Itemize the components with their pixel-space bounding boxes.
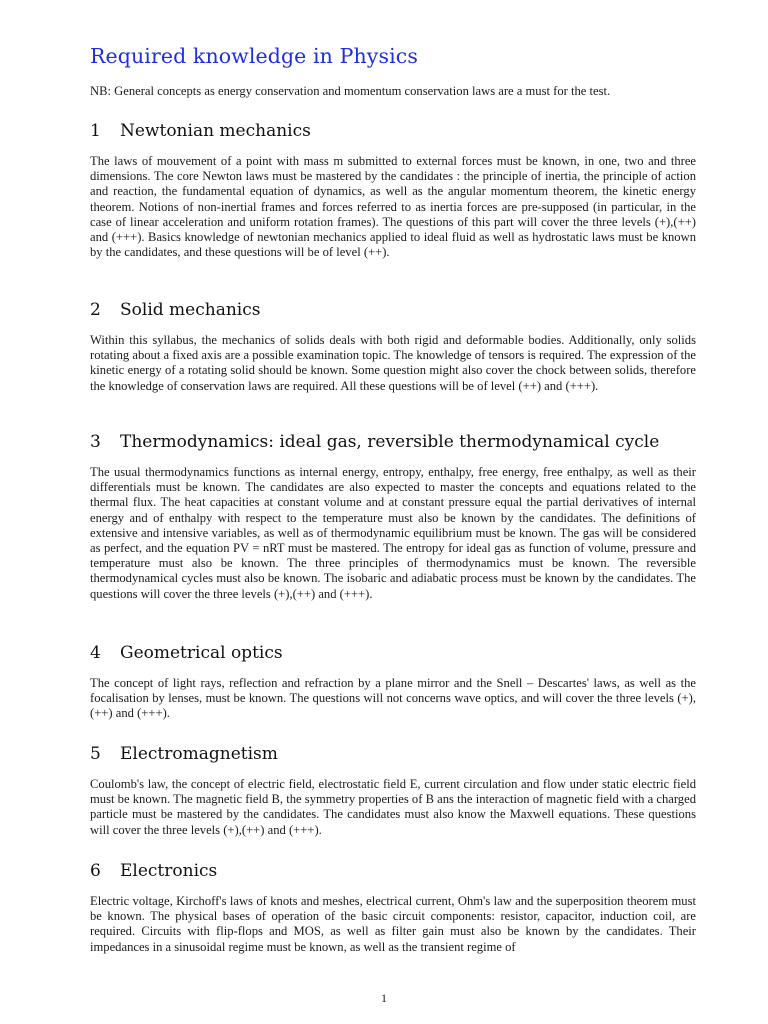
section-body: The concept of light rays, reflection and refraction by a plane mirror and the Snell – Descartes' laws, as well as the focalisation by lenses, must be known. The questions will not concerns wave optics, and will cover the three levels (+),(++) and (+++). — [90, 676, 696, 721]
section-title: Newtonian mechanics — [120, 121, 311, 141]
section-electronics — [90, 860, 696, 955]
section-newtonian-mechanics — [90, 120, 696, 260]
section-geometrical-optics — [90, 642, 696, 722]
section-heading — [90, 431, 696, 453]
section-body: The usual thermodynamics functions as internal energy, entropy, enthalpy, free energy, free enthalpy, as well as their differentials must be known. The candidates are also expected to master the concepts and equations related to the thermal flux. The heat capacities at constant volume and at constant pressure equal the partial derivatives of internal energy and of enthalpy with respect to the temperature must also be known by the candidates. The definitions of extensive and intensive variables, as well as of thermodynamic equilibrium must be known. The gas will be considered as perfect, and the equation PV = nRT must be mastered. The entropy for ideal gas as function of volume, pressure and temperature must also be known. The three principles of thermodynamics must be known. The reversible thermodynamical cycles must also be known. The isobaric and adiabatic process must be known by the candidates. The questions will cover the three levels (+),(++) and (+++). — [90, 465, 696, 601]
section-title: Electronics — [120, 861, 218, 881]
section-body: Electric voltage, Kirchoff's laws of knots and meshes, electrical current, Ohm's law and the superposition theorem must be known. The physical bases of operation of the basic circuit components: resistor, capacitor, induction coil, are required. Circuits with flip-flops and MOS, as well as filter gain must also be known by the candidates. Their impedances in a sinusoidal regime must be known, as well as the transient regime of — [90, 894, 696, 954]
section-thermodynamics — [90, 431, 696, 602]
section-number: 4 — [90, 643, 101, 663]
section-heading — [90, 743, 696, 765]
section-heading — [90, 120, 696, 142]
section-title: Solid mechanics — [120, 300, 261, 320]
document-note: NB: General concepts as energy conservation and momentum conservation laws are a must for the test. — [90, 84, 611, 98]
document-title: Required knowledge in Physics — [90, 44, 418, 68]
page-number: 1 — [381, 991, 387, 1005]
section-title: Thermodynamics: ideal gas, reversible thermodynamical cycle — [120, 432, 660, 452]
section-heading — [90, 860, 696, 882]
section-number: 1 — [90, 121, 101, 141]
section-number: 2 — [90, 300, 101, 320]
section-solid-mechanics — [90, 299, 696, 394]
section-electromagnetism — [90, 743, 696, 838]
section-body: Within this syllabus, the mechanics of solids deals with both rigid and deformable bodies. Additionally, only solids rotating about a fixed axis are a possible examination topic. The knowledge of tensors is required. The expression of the kinetic energy of a rotating solid should be known. Some question might also cover the chock between solids, therefore the knowledge of conservation laws are required. All these questions will be of level (++) and (+++). — [90, 333, 696, 393]
section-body: The laws of mouvement of a point with mass m submitted to external forces must be known, in one, two and three dimensions. The core Newton laws must be mastered by the candidates : the principle of inertia, the principle of action and reaction, the fundamental equation of dynamics, as well as the angular momentum theorem, the kinetic energy theorem. Notions of non-inertial frames and forces referred to as inertia forces are pre-supposed (in particular, in the case of linear acceleration and uniform rotation frames). The questions of this part will cover the three levels (+),(++) and (+++). Basics knowledge of newtonian mechanics applied to ideal fluid as well as hydrostatic laws must be known by the candidates, and these questions will be of level (++). — [90, 154, 696, 260]
section-heading — [90, 299, 696, 321]
section-heading — [90, 642, 696, 664]
section-number: 3 — [90, 432, 101, 452]
section-body: Coulomb's law, the concept of electric field, electrostatic field E, current circulation and flow under static electric field must be known. The magnetic field B, the symmetry properties of B ans the interaction of magnetic field with a charged particle must be mastered by the candidates. The candidates must also know the Maxwell equations. These questions will cover the three levels (+),(++) and (+++). — [90, 777, 696, 837]
section-number: 5 — [90, 744, 101, 764]
section-number: 6 — [90, 861, 101, 881]
section-title: Geometrical optics — [120, 643, 283, 663]
section-title: Electromagnetism — [120, 744, 278, 764]
